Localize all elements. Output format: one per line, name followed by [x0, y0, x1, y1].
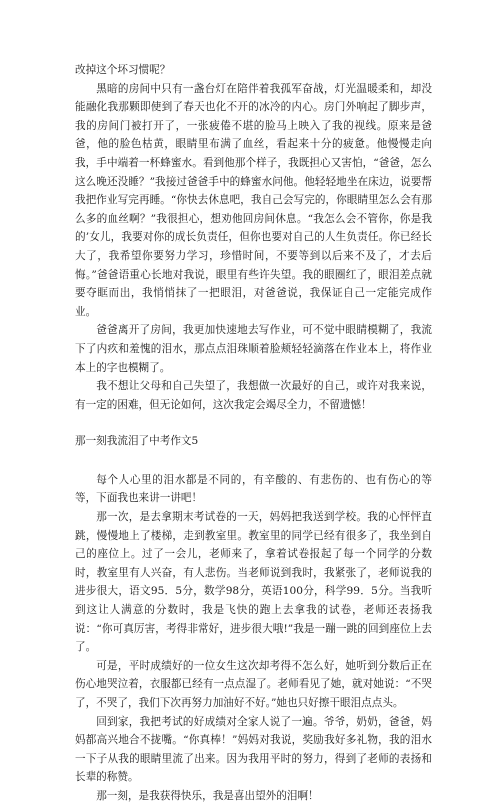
continued-line: 改掉这个坏习惯呢？	[75, 64, 171, 76]
essay-heading: 那一刻我流泪了中考作文5	[75, 435, 199, 448]
spacer	[75, 451, 432, 471]
paragraph: 那一次，是去拿期末考试卷的一天，妈妈把我送到学校。我的心怦怦直跳，慢慢地上了楼梯，走到教室里。教室里的同学已经有很多了，我坐到自己的座位上。过了一会儿，老师来了，拿着试卷报起了每一个同学的分数时，教室里有人兴奋，有人悲伤。当老师说到我时，我紧张了，老师说我的进步很大，语文95．5分，数学98分，英语100分，科学99．5分。当我听到这让人满意的分数时，我是飞快的跑上去拿我的试卷，老师还表扬我说：“你可真厉害，考得非常好，进步很大哦!”我是一蹦一跳的回到座位上去了。	[75, 511, 432, 654]
spacer	[75, 414, 432, 432]
paragraph-cut-off: 那一刻，是我获得快乐，我是喜出望外的泪啊！	[96, 789, 319, 802]
text-column	[75, 61, 432, 806]
paragraph: 可是，平时成绩好的一位女生这次却考得不怎么好，她听到分数后正在伤心地哭泣着，衣服都已经有一点点湿了。老师看见了她，就对她说：“不哭了，不哭了，我们下次再努力加油好不好。”她也只好擦干眼泪点点头。	[75, 659, 432, 709]
paragraph: 每个人心里的泪水都是不同的，有辛酸的、有悲伤的、也有伤心的等等，下面我也来讲一讲吧！	[75, 473, 432, 505]
paragraph: 爸爸离开了房间，我更加快速地去写作业，可不觉中眼睛模糊了，我流下了内疚和羞愧的泪水，那点点泪珠顺着脸颊轻轻滴落在作业本上，将作业本上的字也模糊了。	[75, 324, 432, 374]
paragraph: 黑暗的房间中只有一盏台灯在陪伴着我孤军奋战，灯光温暖柔和，却没能融化我那颗即使到了春天也化不开的冰冷的内心。房门外响起了脚步声，我的房间门被打开了，一张疲倦不堪的脸马上映入了我的视线。原来是爸爸，他的脸色枯黄，眼睛里布满了血丝，看起来十分的疲惫。他慢慢走向我，手中端着一杯蜂蜜水。看到他那个样子，我既担心又害怕，“爸爸，怎么这么晚还没睡？”我接过爸爸手中的蜂蜜水问他。他轻轻地坐在床边，说要帮我把作业写完再睡。“你快去休息吧，我自己会写完的，你眼睛里怎么会有那么多的血丝啊？”我很担心，想劝他回房间休息。“我怎么会不管你，你是我的’女儿，我要对你的成长负责任，但你也要对自己的人生负责任。你已经长大了，我希望你要努力学习，珍惜时间，不要等到以后来不及了，才去后悔。”爸爸语重心长地对我说，眼里有些许失望。我的眼圈红了，眼泪差点就要夺眶而出，我悄悄抹了一把眼泪，对爸爸说，我保证自己一定能完成作业。	[75, 82, 432, 318]
paragraph: 回到家，我把考试的好成绩对全家人说了一遍。爷爷，奶奶，爸爸，妈妈都高兴地合不拢嘴。“你真棒！”妈妈对我说，奖励我好多礼物，我的泪水一下子从我的眼睛里流了出来。因为我用平时的努力，得到了老师的表扬和长辈的称赞。	[75, 715, 432, 784]
paragraph: 我不想让父母和自己失望了，我想做一次最好的自己，或许对我来说，有一定的困难，但无论如何，这次我定会竭尽全力，不留遗憾！	[75, 380, 432, 411]
